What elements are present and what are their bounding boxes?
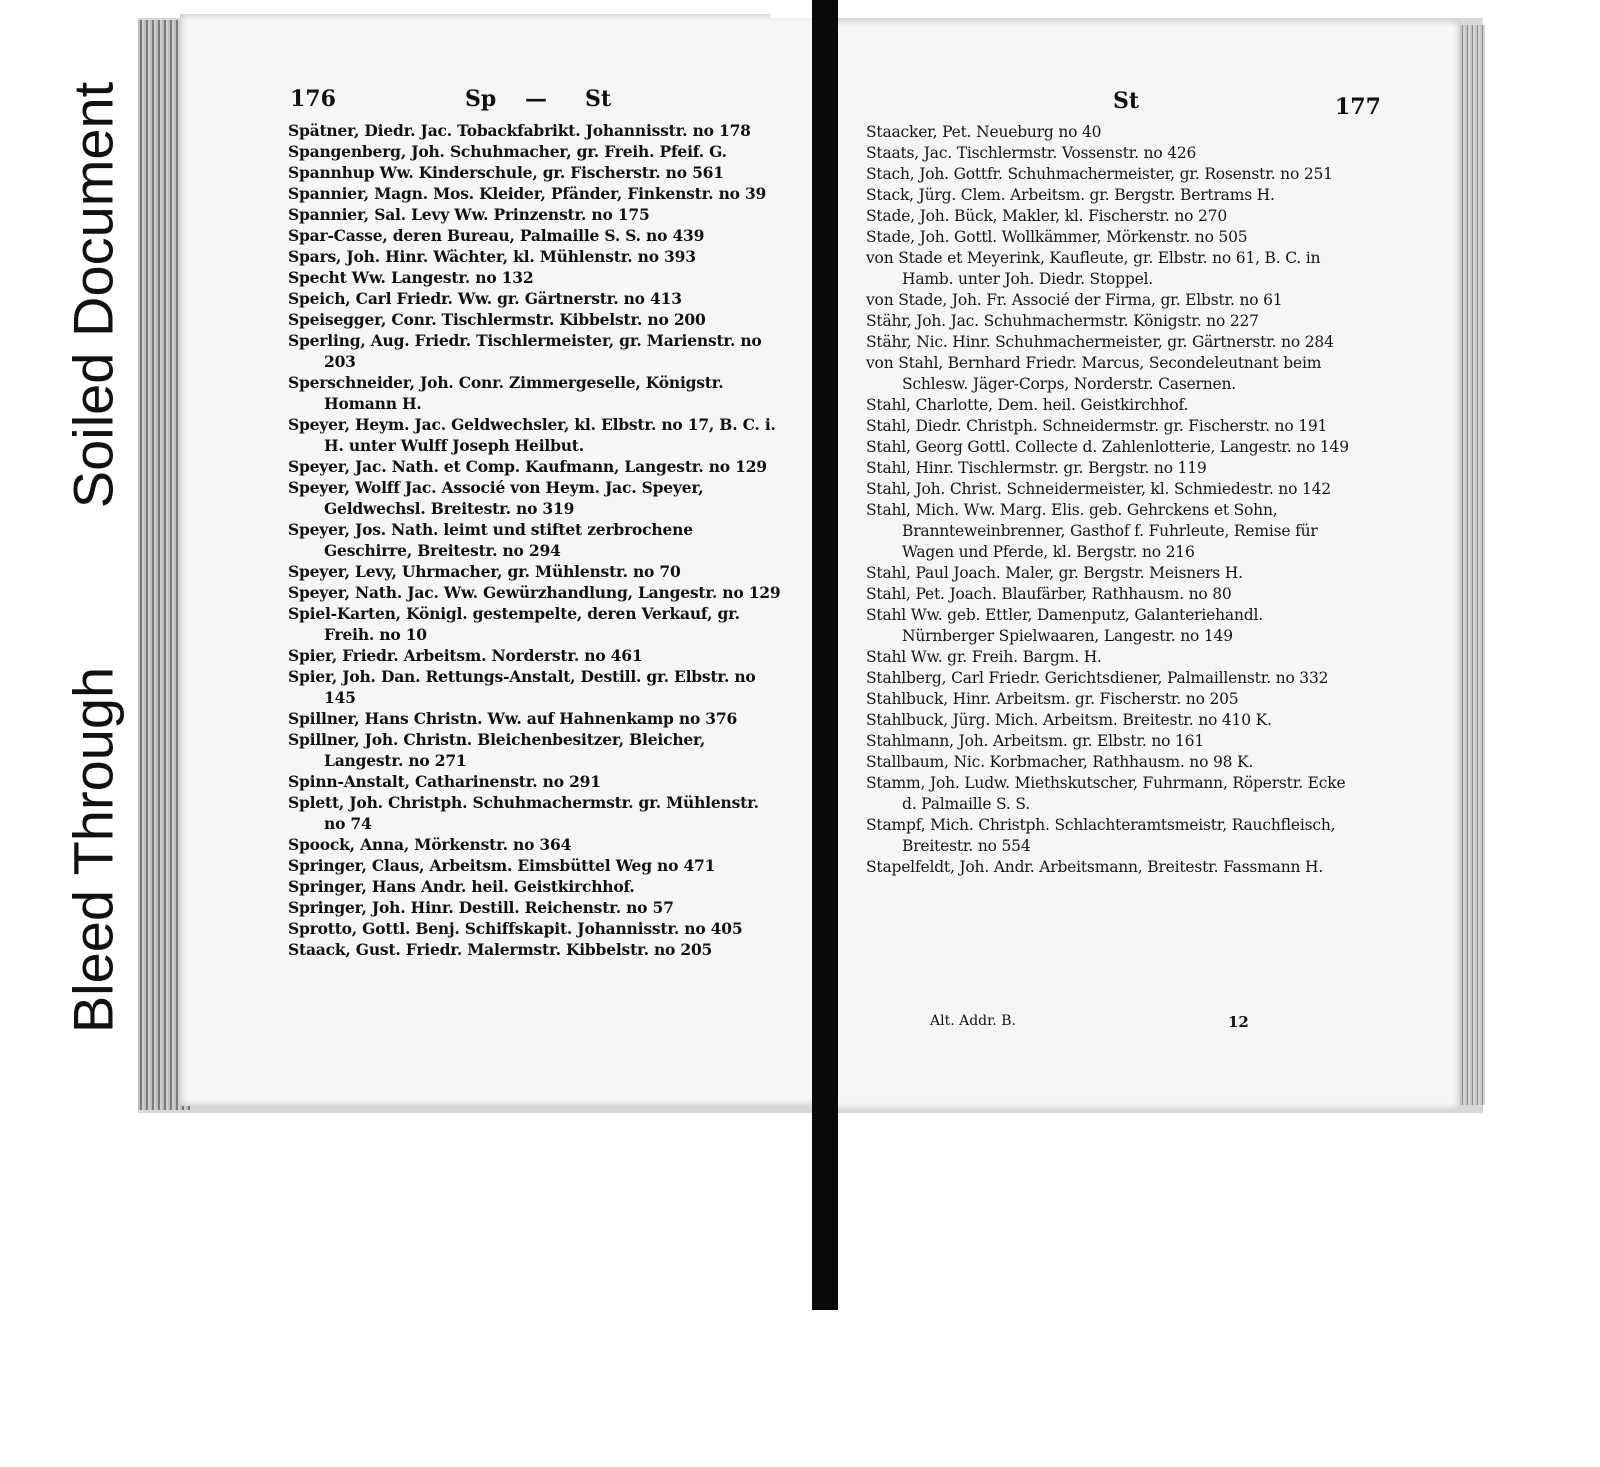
directory-entry: Sperschneider, Joh. Conr. Zimmergeselle, Königstr. Homann H. [288,373,724,413]
directory-entry: Spangenberg, Joh. Schuhmacher, gr. Freih. Pfeif. G. [288,142,727,161]
directory-entry: Sprotto, Gottl. Benj. Schiffskapit. Johannisstr. no 405 [288,919,743,938]
directory-entry: Stamm, Joh. Ludw. Miethskutscher, Fuhrmann, Röperstr. Ecke d. Palmaille S. S. [866,774,1346,813]
directory-entry: Stallbaum, Nic. Korbmacher, Rathhausm. no 98 K. [866,753,1254,771]
right-page-number: 177 [1335,94,1381,120]
directory-entry: von Stade, Joh. Fr. Associé der Firma, gr. Elbstr. no 61 [866,291,1283,309]
directory-entry: Stahl, Charlotte, Dem. heil. Geistkirchhof. [866,396,1189,414]
directory-entry: Speisegger, Conr. Tischlermstr. Kibbelstr. no 200 [288,310,706,329]
directory-entry: Specht Ww. Langestr. no 132 [288,268,534,287]
directory-entry: Spannier, Magn. Mos. Kleider, Pfänder, Finkenstr. no 39 [288,184,767,203]
directory-entry: Stähr, Joh. Jac. Schuhmachermstr. Königstr. no 227 [866,312,1259,330]
directory-entry: Springer, Claus, Arbeitsm. Eimsbüttel Weg no 471 [288,856,716,875]
directory-entry: Spiel-Karten, Königl. gestempelte, deren Verkauf, gr. Freih. no 10 [288,604,740,644]
directory-entry: Speich, Carl Friedr. Ww. gr. Gärtnerstr. no 413 [288,289,682,308]
directory-entry: Speyer, Nath. Jac. Ww. Gewürzhandlung, Langestr. no 129 [288,583,781,602]
directory-entry: Stahl, Mich. Ww. Marg. Elis. geb. Gehrckens et Sohn, Brannteweinbrenner, Gasthof f. Fuhrleute, Remise für Wagen und Pferde, kl. Bergstr. no 216 [866,501,1318,561]
signature-mark: Alt. Addr. B. [930,1013,1016,1029]
left-page-number: 176 [290,86,336,112]
directory-entry: Speyer, Jac. Nath. et Comp. Kaufmann, Langestr. no 129 [288,457,767,476]
directory-entry: Stahlberg, Carl Friedr. Gerichtsdiener, Palmaillenstr. no 332 [866,669,1329,687]
directory-entry: Stahl, Hinr. Tischlermstr. gr. Bergstr. no 119 [866,459,1207,477]
left-heading-start: Sp [465,86,497,112]
signature-number: 12 [1228,1013,1249,1031]
right-entry-list [866,122,1354,878]
directory-entry: Spoock, Anna, Mörkenstr. no 364 [288,835,572,854]
directory-entry: Spier, Joh. Dan. Rettungs-Anstalt, Destill. gr. Elbstr. no 145 [288,667,756,707]
directory-entry: Staats, Jac. Tischlermstr. Vossenstr. no 426 [866,144,1197,162]
left-heading-dash: — [525,86,547,112]
directory-entry: Stahl, Joh. Christ. Schneidermeister, kl. Schmiedestr. no 142 [866,480,1331,498]
directory-entry: Stapelfeldt, Joh. Andr. Arbeitsmann, Breitestr. Fassmann H. [866,858,1324,876]
directory-entry: Springer, Hans Andr. heil. Geistkirchhof. [288,877,635,896]
directory-entry: Stahl, Diedr. Christph. Schneidermstr. gr. Fischerstr. no 191 [866,417,1328,435]
directory-entry: Speyer, Levy, Uhrmacher, gr. Mühlenstr. no 70 [288,562,681,581]
directory-entry: von Stahl, Bernhard Friedr. Marcus, Secondeleutnant beim Schlesw. Jäger-Corps, Norderstr. Casernen. [866,354,1322,393]
label-bleed-through: Bleed Through [61,666,125,1034]
left-entry-list [288,120,783,960]
label-soiled-document: Soiled Document [61,81,125,509]
directory-entry: Stahl, Pet. Joach. Blaufärber, Rathhausm. no 80 [866,585,1232,603]
directory-entry: Spätner, Diedr. Jac. Tobackfabrikt. Johannisstr. no 178 [288,121,751,140]
directory-entry: Stahl, Georg Gottl. Collecte d. Zahlenlotterie, Langestr. no 149 [866,438,1349,456]
directory-entry: Spillner, Hans Christn. Ww. auf Hahnenkamp no 376 [288,709,738,728]
directory-entry: Stack, Jürg. Clem. Arbeitsm. gr. Bergstr. Bertrams H. [866,186,1275,204]
directory-entry: Stach, Joh. Gottfr. Schuhmachermeister, gr. Rosenstr. no 251 [866,165,1333,183]
directory-entry: Spier, Friedr. Arbeitsm. Norderstr. no 461 [288,646,643,665]
directory-entry: Stade, Joh. Bück, Makler, kl. Fischerstr. no 270 [866,207,1227,225]
left-page [180,14,820,1106]
directory-entry: Springer, Joh. Hinr. Destill. Reichenstr. no 57 [288,898,674,917]
directory-entry: Stampf, Mich. Christph. Schlachteramtsmeistr, Rauchfleisch, Breitestr. no 554 [866,816,1336,855]
directory-entry: Spillner, Joh. Christn. Bleichenbesitzer, Bleicher, Langestr. no 271 [288,730,706,770]
right-page [830,20,1460,1110]
left-heading-end: St [585,86,612,112]
directory-entry: Sperling, Aug. Friedr. Tischlermeister, gr. Marienstr. no 203 [288,331,762,371]
book-spine [812,0,838,1310]
directory-entry: Staack, Gust. Friedr. Malermstr. Kibbelstr. no 205 [288,940,713,959]
directory-entry: Stahl Ww. gr. Freih. Bargm. H. [866,648,1102,666]
directory-entry: Staacker, Pet. Neueburg no 40 [866,123,1102,141]
directory-entry: Splett, Joh. Christph. Schuhmachermstr. gr. Mühlenstr. no 74 [288,793,759,833]
directory-entry: Speyer, Jos. Nath. leimt und stiftet zerbrochene Geschirre, Breitestr. no 294 [288,520,693,560]
directory-entry: Stahlbuck, Hinr. Arbeitsm. gr. Fischerstr. no 205 [866,690,1239,708]
directory-entry: Spinn-Anstalt, Catharinenstr. no 291 [288,772,601,791]
directory-entry: Stahl Ww. geb. Ettler, Damenputz, Galanteriehandl. Nürnberger Spielwaaren, Langestr. no 149 [866,606,1263,645]
directory-entry: Spars, Joh. Hinr. Wächter, kl. Mühlenstr. no 393 [288,247,696,266]
directory-entry: Stähr, Nic. Hinr. Schuhmachermeister, gr. Gärtnerstr. no 284 [866,333,1334,351]
directory-entry: Spannhup Ww. Kinderschule, gr. Fischerstr. no 561 [288,163,724,182]
side-label [38,30,148,1060]
directory-entry: Spar-Casse, deren Bureau, Palmaille S. S. no 439 [288,226,705,245]
right-heading: St [1113,88,1140,114]
directory-entry: von Stade et Meyerink, Kaufleute, gr. Elbstr. no 61, B. C. in Hamb. unter Joh. Diedr. Stoppel. [866,249,1321,288]
directory-entry: Spannier, Sal. Levy Ww. Prinzenstr. no 175 [288,205,650,224]
directory-entry: Speyer, Wolff Jac. Associé von Heym. Jac. Speyer, Geldwechsl. Breitestr. no 319 [288,478,704,518]
directory-entry: Stahlmann, Joh. Arbeitsm. gr. Elbstr. no 161 [866,732,1205,750]
directory-entry: Stahl, Paul Joach. Maler, gr. Bergstr. Meisners H. [866,564,1243,582]
directory-entry: Stade, Joh. Gottl. Wollkämmer, Mörkenstr. no 505 [866,228,1248,246]
directory-entry: Speyer, Heym. Jac. Geldwechsler, kl. Elbstr. no 17, B. C. i. H. unter Wulff Joseph Heilbut. [288,415,776,455]
directory-entry: Stahlbuck, Jürg. Mich. Arbeitsm. Breitestr. no 410 K. [866,711,1272,729]
